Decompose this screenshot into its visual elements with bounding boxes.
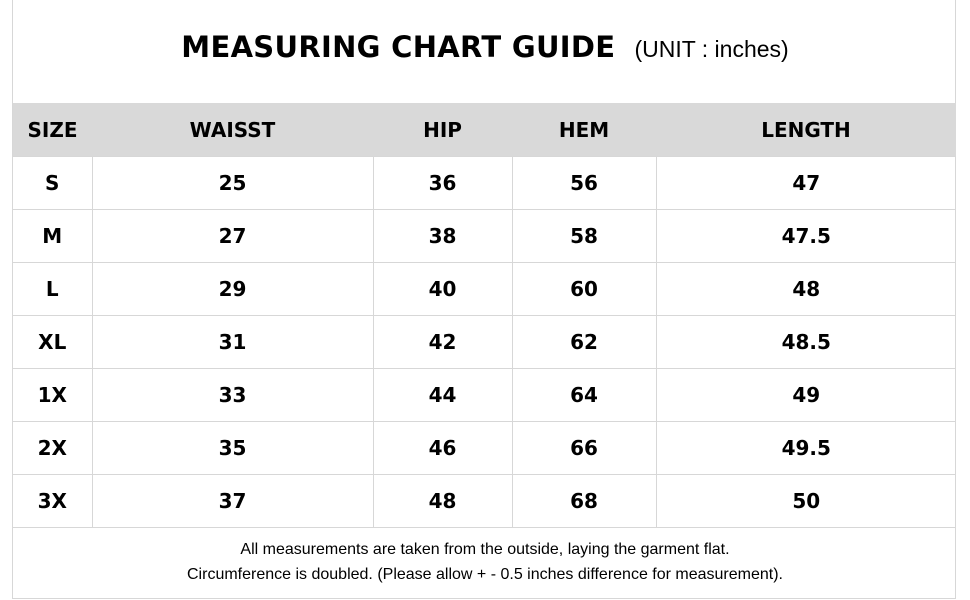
title-main: MEASURING CHART GUIDE bbox=[181, 30, 616, 64]
cell-size: 3X bbox=[13, 475, 92, 528]
cell-length: 49 bbox=[656, 369, 956, 422]
cell-hip: 40 bbox=[373, 263, 512, 316]
table-row bbox=[13, 157, 956, 210]
cell-waist: 35 bbox=[92, 422, 373, 475]
header-hip: HIP bbox=[373, 103, 512, 157]
title-unit: (UNIT : inches) bbox=[634, 36, 789, 62]
cell-hem: 60 bbox=[512, 263, 656, 316]
table-header-row bbox=[13, 103, 956, 157]
header-waist: WAISST bbox=[92, 103, 373, 157]
cell-hip: 38 bbox=[373, 210, 512, 263]
header-size: SIZE bbox=[13, 103, 92, 157]
page-title bbox=[0, 30, 970, 64]
measurement-table bbox=[13, 103, 956, 528]
cell-hip: 42 bbox=[373, 316, 512, 369]
cell-hip: 46 bbox=[373, 422, 512, 475]
cell-size: M bbox=[13, 210, 92, 263]
table-row bbox=[13, 369, 956, 422]
table-row bbox=[13, 316, 956, 369]
table-row bbox=[13, 475, 956, 528]
cell-size: 2X bbox=[13, 422, 92, 475]
cell-waist: 25 bbox=[92, 157, 373, 210]
header-length: LENGTH bbox=[656, 103, 956, 157]
cell-hip: 48 bbox=[373, 475, 512, 528]
footnote-measurement: All measurements are taken from the outside, laying the garment flat. bbox=[240, 541, 730, 558]
cell-hip: 36 bbox=[373, 157, 512, 210]
cell-length: 47.5 bbox=[656, 210, 956, 263]
cell-size: XL bbox=[13, 316, 92, 369]
cell-hem: 56 bbox=[512, 157, 656, 210]
cell-hem: 68 bbox=[512, 475, 656, 528]
cell-hem: 62 bbox=[512, 316, 656, 369]
cell-size: L bbox=[13, 263, 92, 316]
cell-hem: 66 bbox=[512, 422, 656, 475]
cell-waist: 31 bbox=[92, 316, 373, 369]
cell-length: 50 bbox=[656, 475, 956, 528]
cell-waist: 29 bbox=[92, 263, 373, 316]
table-row bbox=[13, 210, 956, 263]
cell-size: 1X bbox=[13, 369, 92, 422]
cell-hip: 44 bbox=[373, 369, 512, 422]
header-hem: HEM bbox=[512, 103, 656, 157]
cell-waist: 27 bbox=[92, 210, 373, 263]
cell-hem: 64 bbox=[512, 369, 656, 422]
footnote-circumference: Circumference is doubled. (Please allow + - 0.5 inches difference for measurement). bbox=[187, 566, 783, 583]
cell-length: 48 bbox=[656, 263, 956, 316]
cell-length: 49.5 bbox=[656, 422, 956, 475]
cell-length: 48.5 bbox=[656, 316, 956, 369]
cell-waist: 37 bbox=[92, 475, 373, 528]
cell-length: 47 bbox=[656, 157, 956, 210]
cell-waist: 33 bbox=[92, 369, 373, 422]
table-row bbox=[13, 263, 956, 316]
cell-hem: 58 bbox=[512, 210, 656, 263]
table-row bbox=[13, 422, 956, 475]
cell-size: S bbox=[13, 157, 92, 210]
